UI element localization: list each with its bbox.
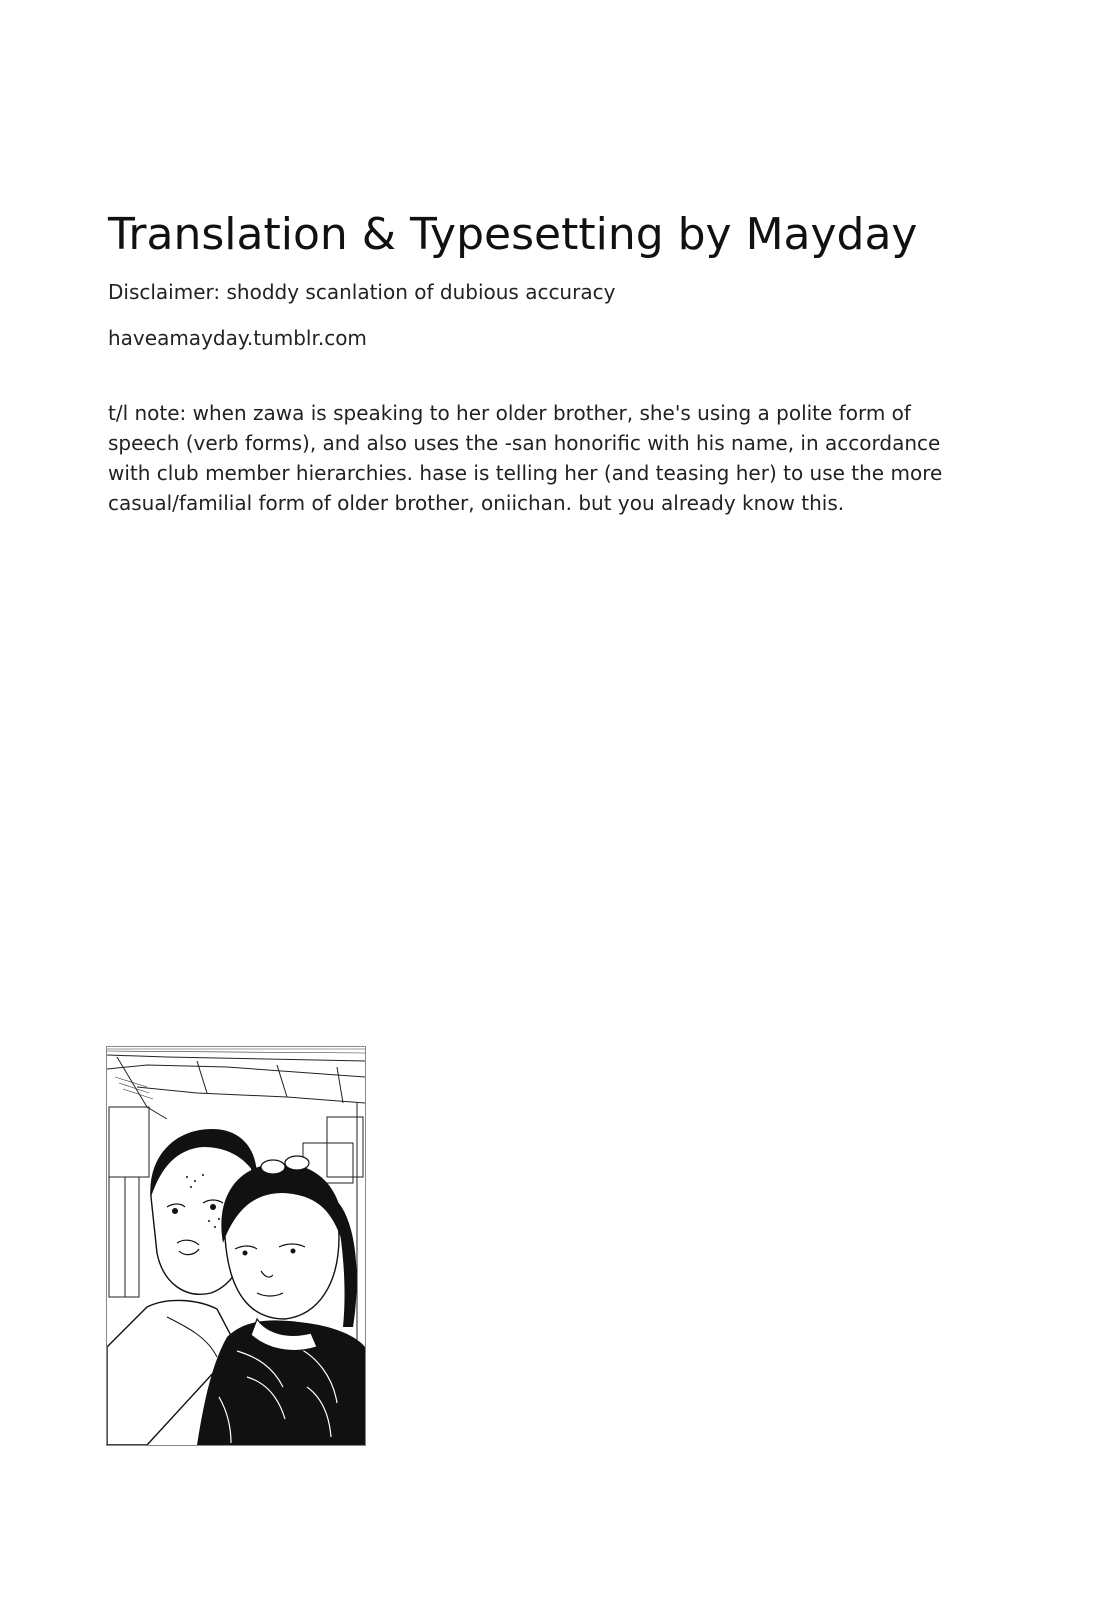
- disclaimer-text: Disclaimer: shoddy scanlation of dubious accuracy: [108, 280, 616, 304]
- translation-note: t/l note: when zawa is speaking to her older brother, she's using a polite form of speech (verb forms), and also uses the -san honorific with his name, in accordance with club member hierarchies. hase is telling her (and teasing her) to use the more casual/familial form of older brother, oniichan. but you already know this.: [108, 401, 943, 515]
- manga-panel: [106, 1046, 366, 1446]
- manga-illustration-icon: [107, 1047, 365, 1445]
- credits-block: [108, 205, 958, 351]
- tumblr-url: haveamayday.tumblr.com: [108, 326, 367, 350]
- credits-title: Translation & Typesetting by Mayday: [108, 209, 918, 260]
